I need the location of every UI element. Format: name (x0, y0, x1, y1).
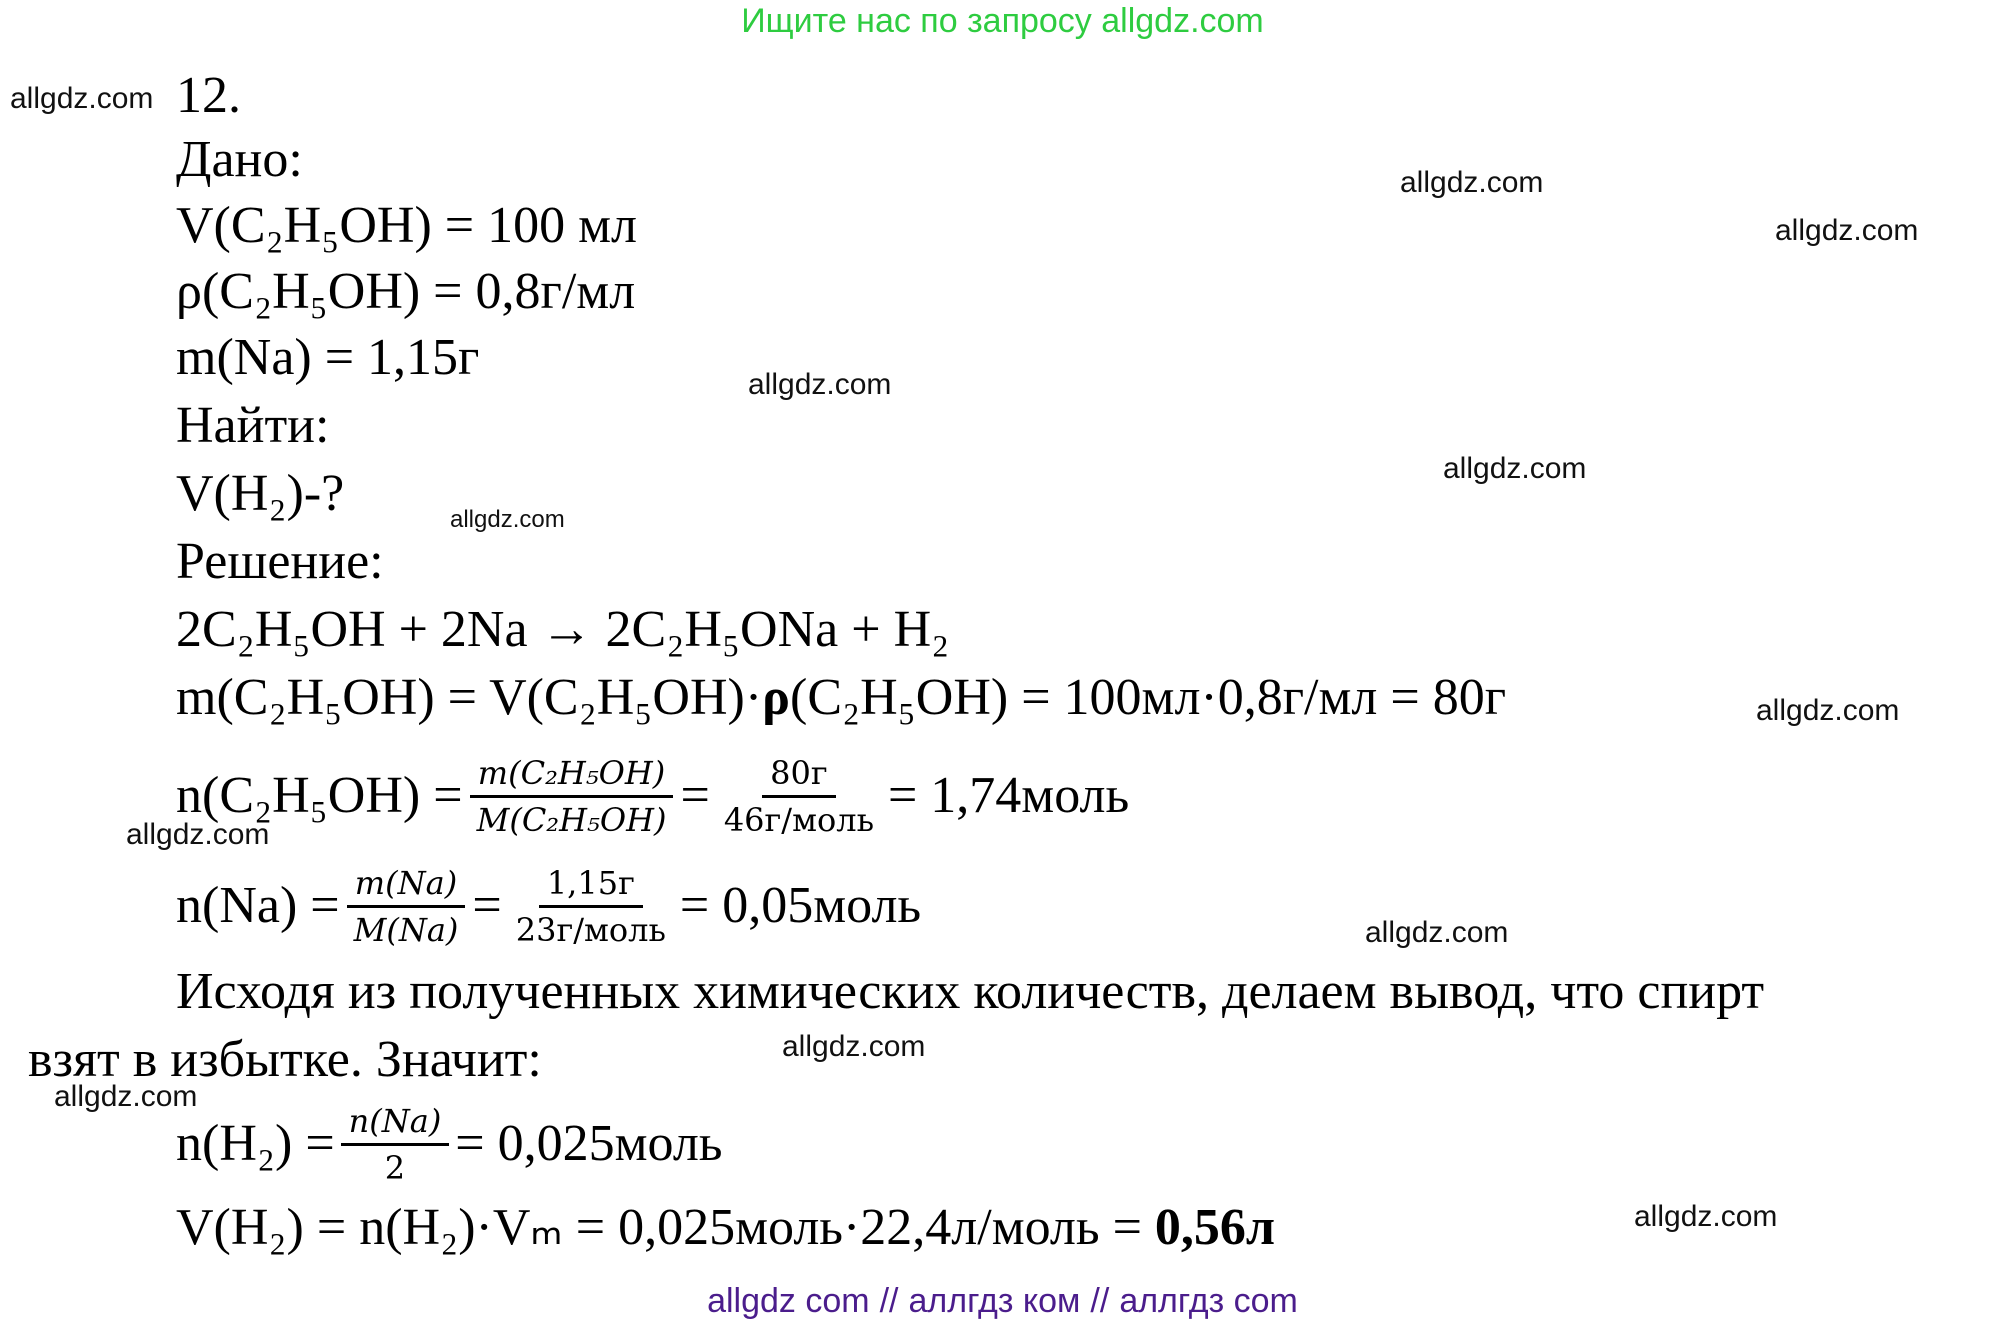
fraction (716, 753, 882, 840)
fraction-numerator: 80г (762, 753, 835, 798)
fraction (508, 863, 674, 950)
final-answer: 0,56л (1154, 1199, 1276, 1256)
given-density: ρ(C₂H₅OH) = 0,8г/мл (176, 263, 636, 320)
watermark: allgdz.com (450, 506, 565, 533)
n-h2-lhs: n(H₂) = (176, 1115, 335, 1172)
watermark: allgdz.com (1400, 166, 1544, 199)
given-heading: Дано: (176, 131, 303, 188)
equals-sign: = (472, 877, 502, 934)
fraction (469, 753, 675, 840)
bottom-banner-link[interactable]: allgdz com (707, 1282, 870, 1320)
v-h2-calculation (176, 1198, 1275, 1258)
fraction-denominator: 2 (384, 1148, 406, 1187)
mass-calc-right: (C₂H₅OH) = 100мл·0,8г/мл = 80г (790, 669, 1507, 726)
watermark: allgdz.com (1634, 1200, 1778, 1233)
n-na-calculation (176, 858, 921, 954)
watermark: allgdz.com (54, 1080, 198, 1113)
mass-calc-left: m(C₂H₅OH) = V(C₂H₅OH)· (176, 669, 763, 726)
fraction-denominator: 46г/моль (723, 800, 874, 839)
fraction-numerator: n(Na) (341, 1101, 450, 1146)
problem-number: 12. (176, 67, 241, 124)
n-h2-calculation (176, 1096, 723, 1192)
given-mass-na: m(Na) = 1,15г (176, 329, 480, 386)
n-na-lhs: n(Na) = (176, 877, 340, 934)
n-ethanol-lhs: n(C₂H₅OH) = (176, 767, 463, 824)
fraction-denominator: 23г/моль (515, 910, 666, 949)
fraction-denominator: M(C₂H₅OH) (476, 800, 667, 839)
bottom-banner[interactable] (0, 1282, 2005, 1321)
find-heading: Найти: (176, 397, 330, 454)
watermark: allgdz.com (1775, 214, 1919, 247)
find-value: V(H₂)-? (176, 465, 345, 522)
n-ethanol-result: = 1,74моль (887, 767, 1130, 824)
watermark: allgdz.com (1365, 916, 1509, 949)
fraction-numerator: 1,15г (539, 863, 643, 908)
fraction (346, 863, 467, 950)
solution-heading: Решение: (176, 533, 384, 590)
watermark: allgdz.com (748, 368, 892, 401)
bottom-banner-link[interactable]: аллгдз ком (908, 1282, 1081, 1320)
bottom-banner-link[interactable]: аллгдз com (1119, 1282, 1298, 1320)
watermark: allgdz.com (10, 82, 154, 115)
mass-calculation (176, 668, 1506, 728)
conclusion-line-1: Исходя из полученных химических количеств, делаем вывод, что спирт (176, 963, 1765, 1020)
watermark: allgdz.com (782, 1030, 926, 1063)
rho-symbol: ρ (762, 669, 790, 726)
reaction-equation: 2C₂H₅OH + 2Na → 2C₂H₅ONa + H₂ (176, 601, 950, 658)
equals-sign: = (680, 767, 710, 824)
v-h2-expression: V(H₂) = n(H₂)·Vₘ = 0,025моль·22,4л/моль = (176, 1199, 1142, 1256)
watermark: allgdz.com (1756, 694, 1900, 727)
top-banner[interactable]: Ищите нас по запросу allgdz.com (741, 2, 1264, 40)
n-h2-result: = 0,025моль (455, 1115, 723, 1172)
fraction-numerator: m(Na) (347, 863, 465, 908)
watermark: allgdz.com (1443, 452, 1587, 485)
fraction (341, 1101, 450, 1188)
conclusion-line-2: взят в избытке. Значит: (28, 1031, 542, 1088)
watermark: allgdz.com (126, 818, 270, 851)
separator: // (1090, 1282, 1110, 1320)
n-na-result: = 0,05моль (679, 877, 922, 934)
n-ethanol-calculation (176, 748, 1129, 844)
separator: // (879, 1282, 899, 1320)
fraction-denominator: M(Na) (353, 910, 459, 949)
given-volume: V(C₂H₅OH) = 100 мл (176, 197, 637, 254)
fraction-numerator: m(C₂H₅OH) (470, 753, 674, 798)
